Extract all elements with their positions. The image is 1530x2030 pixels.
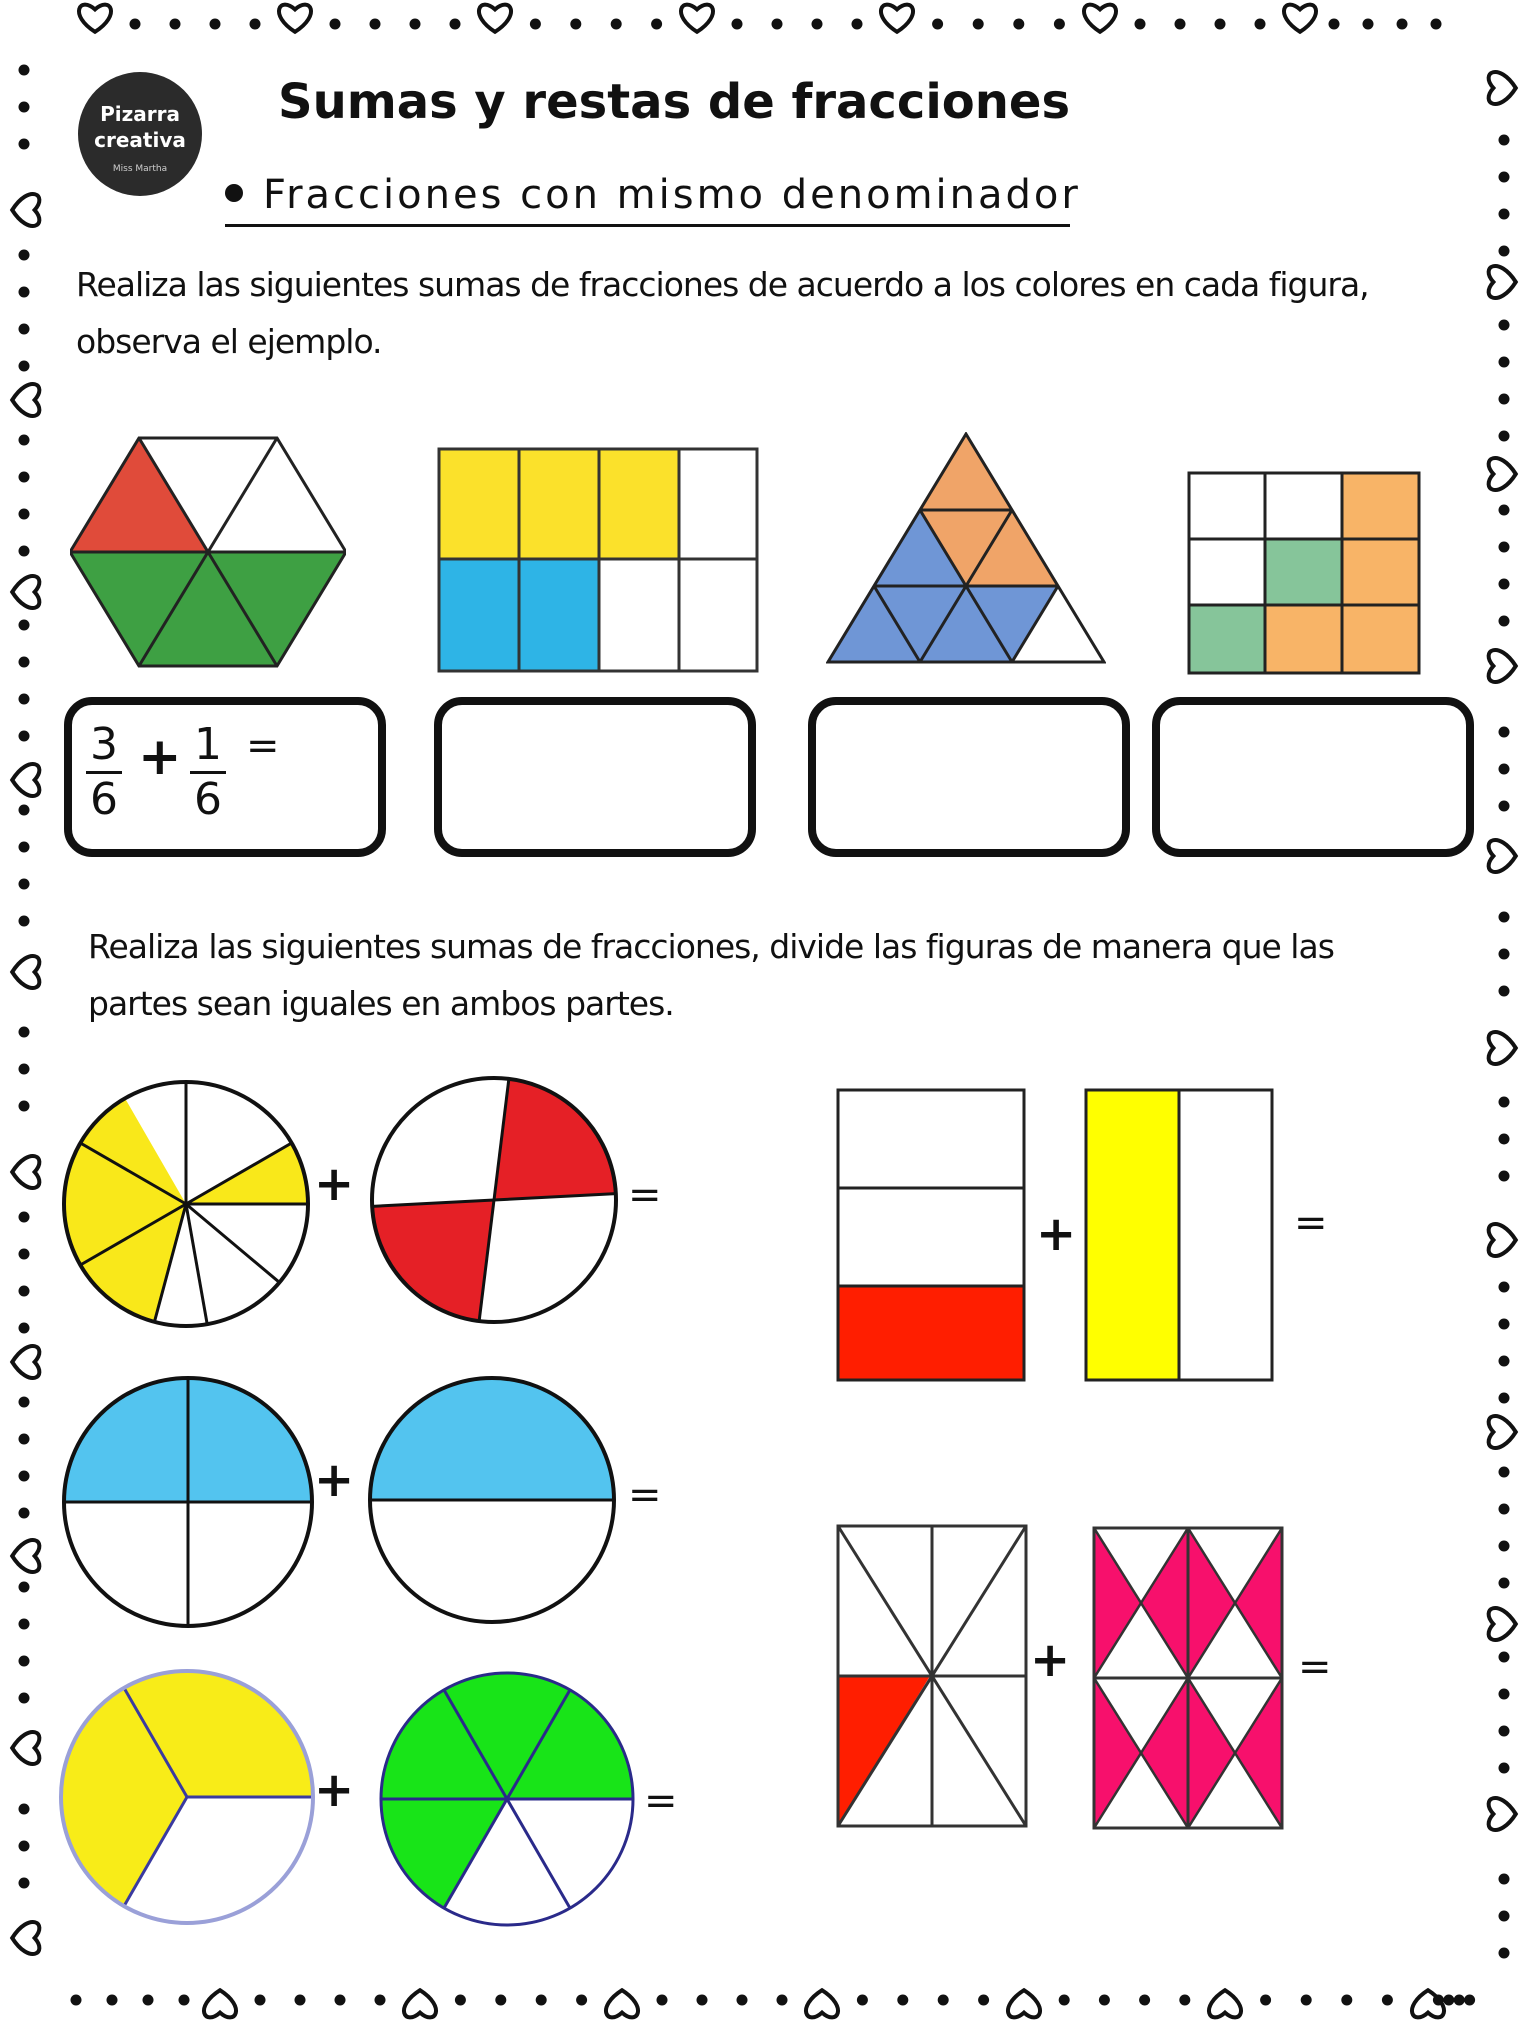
dot-icon [1499,1356,1510,1367]
dot-icon [19,1804,30,1815]
dot-icon [1215,19,1226,30]
dot-icon [1499,542,1510,553]
fraction-1-6 [190,721,226,824]
heart-icon [404,1990,436,2017]
dot-icon [19,916,30,927]
heart-icon [12,1540,39,1572]
rect-halves-yellow [1084,1088,1274,1382]
logo-line-1: Pizarra [100,102,180,126]
dot-icon [852,19,863,30]
dot-icon [375,1995,386,2006]
dot-icon [1499,246,1510,257]
plus-sign: + [138,727,182,787]
dot-icon [19,620,30,631]
dot-icon [19,842,30,853]
dot-icon [1499,505,1510,516]
dot-icon [370,19,381,30]
dot-icon [210,19,221,30]
circle-green-sixths [376,1668,638,1930]
heart-icon [12,576,39,608]
dot-icon [1499,764,1510,775]
heart-icon [1489,1798,1516,1830]
dot-icon [857,1995,868,2006]
dot-icon [1499,986,1510,997]
dot-icon [1499,172,1510,183]
page-title: Sumas y restas de fracciones [278,74,1071,130]
dot-icon [1499,616,1510,627]
heart-icon [12,194,39,226]
dot-icon [19,694,30,705]
answer-box-3[interactable] [808,697,1130,857]
dot-icon [19,65,30,76]
dot-icon [1329,19,1340,30]
heart-icon [1489,1416,1516,1448]
rect-eighths-red [836,1524,1028,1830]
dot-icon [732,19,743,30]
circle-red-quarters [366,1072,622,1328]
denominator: 6 [90,774,118,825]
heart-icon [12,956,39,988]
dot-icon [19,1656,30,1667]
dot-icon [455,1995,466,2006]
heart-icon [12,1922,39,1954]
dot-icon [576,1995,587,2006]
dot-icon [1301,1995,1312,2006]
dot-icon [1099,1995,1110,2006]
equals-sign: = [246,723,280,769]
dot-icon [812,19,823,30]
heart-icon [12,764,39,796]
dot-icon [19,139,30,150]
rect-magenta-pattern [1092,1526,1284,1832]
square-grid-figure [1186,470,1422,676]
dot-icon [1431,19,1442,30]
equals-sign: = [644,1778,678,1824]
heart-icon [1084,5,1116,32]
dot-icon [657,1995,668,2006]
numerator: 1 [194,719,222,770]
circle-sector [372,1200,494,1321]
dot-icon [19,879,30,890]
dot-icon [335,1995,346,2006]
plus-sign: + [314,1156,355,1212]
dot-icon [19,1397,30,1408]
dot-icon [1260,1995,1271,2006]
dot-icon [19,435,30,446]
dot-icon [1499,1689,1510,1700]
bullet-icon [225,184,243,202]
dot-icon [1059,1995,1070,2006]
heart-icon [1489,650,1516,682]
dot-icon [978,1995,989,2006]
dot-icon [19,1693,30,1704]
heart-icon [12,1732,39,1764]
dot-icon [1499,1911,1510,1922]
heart-icon [12,1346,39,1378]
dot-icon [250,19,261,30]
dot-icon [1341,1995,1352,2006]
dot-icon [1454,1995,1465,2006]
plus-sign: + [314,1452,355,1508]
plus-sign: + [1030,1632,1071,1688]
dot-icon [697,1995,708,2006]
heart-icon [1284,5,1316,32]
heart-icon [1489,458,1516,490]
dot-icon [1499,431,1510,442]
circle-yellow-thirds [56,1666,318,1928]
dot-icon [19,1619,30,1630]
dot-icon [772,19,783,30]
logo-line-2: creativa [94,128,186,152]
dot-icon [1499,1097,1510,1108]
dot-icon [1382,1995,1393,2006]
dot-icon [1499,1134,1510,1145]
dot-icon [255,1995,266,2006]
dot-icon [19,324,30,335]
dot-icon [19,361,30,372]
heart-icon [279,5,311,32]
dot-icon [19,1027,30,1038]
dot-icon [1175,19,1186,30]
dot-icon [1499,1578,1510,1589]
dot-icon [1499,135,1510,146]
dot-icon [1499,1282,1510,1293]
circle-sector [381,1673,633,1799]
heart-icon [1489,1032,1516,1064]
dot-icon [1139,1995,1150,2006]
page-subtitle: Fracciones con mismo denominador [263,172,1081,218]
dot-icon [19,1508,30,1519]
dot-icon [973,19,984,30]
dot-icon [932,19,943,30]
dot-icon [19,1841,30,1852]
dot-icon [19,102,30,113]
dot-icon [1499,1948,1510,1959]
heart-icon [1209,1990,1241,2017]
dot-icon [530,19,541,30]
dot-icon [1135,19,1146,30]
dot-icon [570,19,581,30]
answer-box-2[interactable] [434,697,756,857]
heart-icon [12,1156,39,1188]
pizarra-creativa-logo [78,72,202,196]
dot-icon [1499,1763,1510,1774]
equals-sign: = [628,1472,662,1518]
dot-icon [410,19,421,30]
dot-icon [19,1582,30,1593]
dot-icon [495,1995,506,2006]
heart-icon [204,1990,236,2017]
dot-icon [1397,19,1408,30]
dot-icon [1499,1467,1510,1478]
dot-icon [295,1995,306,2006]
dot-icon [19,472,30,483]
equals-sign: = [628,1172,662,1218]
fraction-3-6 [86,721,122,824]
dot-icon [777,1995,788,2006]
dot-icon [170,19,181,30]
dot-icon [1499,1652,1510,1663]
heart-icon [1489,840,1516,872]
dot-icon [130,19,141,30]
plus-sign: + [1036,1206,1077,1262]
dot-icon [1179,1995,1190,2006]
dot-icon [1499,1171,1510,1182]
dot-icon [19,1323,30,1334]
dot-icon [1499,1726,1510,1737]
heart-icon [79,5,111,32]
heart-icon [681,5,713,32]
dot-icon [1443,1995,1454,2006]
answer-box-4[interactable] [1152,697,1474,857]
dot-icon [1054,19,1065,30]
dot-icon [19,546,30,557]
dot-icon [450,19,461,30]
heart-icon [1489,1608,1516,1640]
heart-icon [1489,266,1516,298]
instruction-second: Realiza las siguientes sumas de fracciones, divide las figuras de manera que las partes sean iguales en ambos partes. [88,927,1334,1023]
dot-icon [1499,727,1510,738]
dot-icon [611,19,622,30]
dot-icon [1499,209,1510,220]
dot-icon [1499,394,1510,405]
circle-sector [370,1378,614,1500]
heart-icon [806,1990,838,2017]
dot-icon [1464,1995,1475,2006]
dot-icon [19,509,30,520]
dot-icon [19,805,30,816]
answer-box-1[interactable] [64,697,386,857]
dot-icon [1499,1504,1510,1515]
dot-icon [107,1995,118,2006]
dot-icon [897,1995,908,2006]
heart-icon [606,1990,638,2017]
dot-icon [19,1212,30,1223]
dot-icon [19,1434,30,1445]
equals-sign: = [1298,1644,1332,1690]
hexagon-figure [70,430,346,674]
numerator: 3 [90,719,118,770]
heart-icon [1008,1990,1040,2017]
dot-icon [1499,1541,1510,1552]
dot-icon [1499,1393,1510,1404]
dot-icon [179,1995,190,2006]
denominator: 6 [194,774,222,825]
subtitle-line [225,168,1081,227]
dot-icon [330,19,341,30]
heart-icon [12,384,39,416]
dot-icon [1499,579,1510,590]
circle-blue-halves [364,1372,620,1628]
dot-icon [1499,320,1510,331]
rect-thirds-red [836,1088,1026,1382]
dot-icon [1255,19,1266,30]
dot-icon [737,1995,748,2006]
dot-icon [1013,19,1024,30]
dot-icon [938,1995,949,2006]
dot-icon [19,657,30,668]
dot-icon [1363,19,1374,30]
instruction-first: Realiza las siguientes sumas de fracciones de acuerdo a los colores en cada figura, observa el ejemplo. [76,265,1369,361]
dot-icon [536,1995,547,2006]
circle-blue-quarters [58,1372,318,1632]
heart-icon [881,5,913,32]
dot-icon [1499,1874,1510,1885]
dot-icon [19,1471,30,1482]
dot-icon [19,250,30,261]
plus-sign: + [314,1762,355,1818]
dot-icon [19,287,30,298]
triangle-figure [826,432,1106,676]
heart-icon [1489,1224,1516,1256]
dot-icon [1499,801,1510,812]
dot-icon [1499,912,1510,923]
dot-icon [143,1995,154,2006]
dot-icon [19,1286,30,1297]
dot-icon [19,731,30,742]
dot-icon [71,1995,82,2006]
circle-sector [494,1079,616,1200]
dot-icon [1499,949,1510,960]
heart-icon [1489,72,1516,104]
dot-icon [651,19,662,30]
rectangle-grid-figure [436,446,760,674]
dot-icon [19,1064,30,1075]
equals-sign: = [1294,1200,1328,1246]
dot-icon [1499,1319,1510,1330]
circle-yellow-eighths [58,1076,314,1332]
dot-icon [19,1878,30,1889]
dot-icon [19,1101,30,1112]
dot-icon [1433,1995,1444,2006]
heart-icon [479,5,511,32]
dot-icon [19,1249,30,1260]
logo-line-3: Miss Martha [112,164,168,174]
dot-icon [1499,357,1510,368]
